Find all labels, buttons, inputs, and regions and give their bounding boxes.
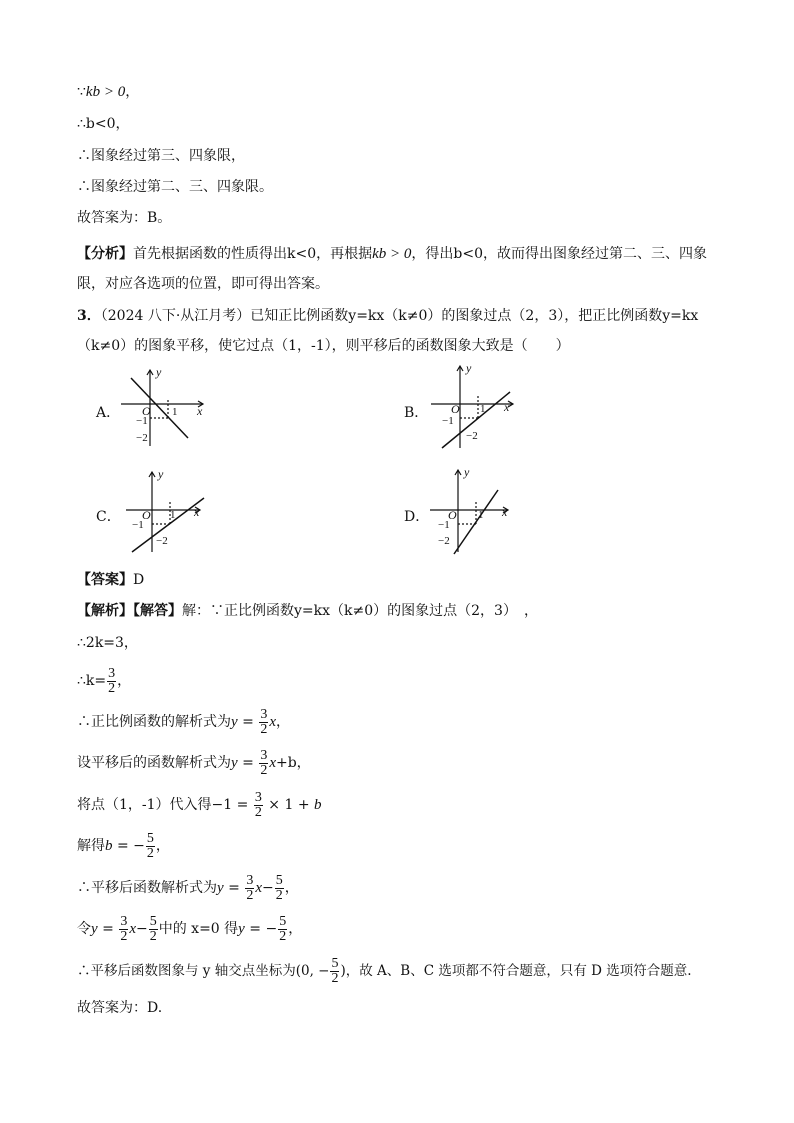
option-d-label: D．: [404, 509, 430, 525]
solution-line-2: ∴2k=3，: [77, 635, 138, 651]
option-c-label: C．: [96, 509, 121, 525]
y-axis-label: y: [158, 467, 164, 481]
solution-line-8: ∴平移后函数解析式为y = $\frac{3}{2}$ x− $\frac{5}{2}$ ，: [77, 872, 299, 903]
fraction: $\frac{3}{2}$: [120, 913, 128, 944]
fraction: $\frac{3}{2}$: [260, 706, 268, 737]
option-d-graph: [424, 466, 528, 558]
option-a-label: A．: [96, 405, 121, 421]
solution-line-11: 故答案为：D.: [77, 1000, 163, 1016]
option-c-graph: [118, 466, 222, 558]
y-axis-label: y: [466, 361, 472, 375]
solution-line-10: ∴平移后函数图象与 y 轴交点坐标为(0, − $\frac{5}{2}$ )，故 A、B、C 选项都不符合题意，只有 D 选项符合题意.: [77, 956, 692, 986]
fraction: $\frac{5}{2}$: [279, 913, 287, 944]
tick-neg2-label: −2: [466, 430, 478, 442]
x-axis-label: x: [197, 404, 203, 418]
fraction: $\frac{3}{2}$: [260, 747, 268, 778]
y-axis-label: y: [464, 465, 470, 479]
fraction: $\frac{5}{2}$: [331, 956, 339, 986]
solution-line-7: 解得b = − $\frac{5}{2}$ ，: [77, 830, 170, 861]
origin-label: O: [451, 402, 460, 416]
x-axis-label: x: [504, 400, 510, 414]
y-axis-label: y: [156, 365, 162, 379]
intro-line-4: ∴图象经过第二、三、四象限。: [77, 179, 273, 195]
x-axis-label: x: [194, 505, 200, 519]
question-3: 3．（2024 八下·从江月考）已知正比例函数y=kx（k≠0）的图象过点（2，3），把正比例函数y=kx（k≠0）的图象平移，使它过点（1，-1），则平移后的函数图象大致是（ ）: [77, 308, 699, 354]
fraction: $\frac{3}{2}$: [254, 789, 262, 820]
tick-neg1-label: −1: [136, 415, 148, 427]
fraction: $\frac{3}{2}$: [108, 665, 116, 696]
answer-line: 【答案】D: [77, 572, 145, 588]
analysis-paragraph: 【分析】首先根据函数的性质得出k<0，再根据kb > 0，得出b<0，故而得出图象经过第二、三、四象限，对应各选项的位置，即可得出答案。: [77, 246, 708, 292]
intro-line-3: ∴图象经过第三、四象限，: [77, 148, 245, 164]
origin-label: O: [448, 508, 457, 522]
option-b-graph: [426, 362, 530, 454]
tick-1-label: 1: [170, 509, 176, 521]
tick-1-label: 1: [480, 403, 486, 415]
origin-label: O: [142, 508, 151, 522]
origin-label: O: [142, 404, 151, 418]
fraction: $\frac{5}{2}$: [149, 913, 157, 944]
fraction: $\frac{3}{2}$: [246, 872, 254, 903]
tick-neg2-label: −2: [136, 432, 148, 444]
intro-line-5: 故答案为：B。: [77, 210, 172, 226]
solution-line-9: 令y = $\frac{3}{2}$ x− $\frac{5}{2}$ 中的 x=0 得y = − $\frac{5}{2}$ ，: [77, 913, 303, 944]
solution-line-5: 设平移后的函数解析式为y = $\frac{3}{2}$ x+b，: [77, 747, 311, 778]
tick-1-label: 1: [172, 406, 178, 418]
intro-line-1: ∵kb > 0，: [77, 84, 140, 100]
intro-line-2: ∴b<0，: [77, 116, 130, 132]
fraction: $\frac{5}{2}$: [146, 830, 154, 861]
tick-neg2-label: −2: [438, 535, 450, 547]
tick-neg1-label: −1: [132, 519, 144, 531]
tick-1-label: 1: [478, 509, 484, 521]
tick-neg1-label: −1: [438, 519, 450, 531]
tick-neg1-label: −1: [442, 415, 454, 427]
x-axis-label: x: [502, 505, 508, 519]
tick-neg2-label: −2: [156, 535, 168, 547]
solution-line-6: 将点（1，-1）代入得−1 = $\frac{3}{2}$ × 1 + b: [77, 789, 322, 820]
fraction: $\frac{5}{2}$: [275, 872, 283, 903]
solution-line-1: 【解析】【解答】解：∵正比例函数y=kx（k≠0）的图象过点（2，3） ，: [77, 603, 538, 619]
option-a-graph: [116, 362, 220, 454]
option-b-label: B．: [404, 405, 429, 421]
solution-line-4: ∴正比例函数的解析式为y = $\frac{3}{2}$ x，: [77, 706, 290, 737]
solution-line-3: ∴k= $\frac{3}{2}$ ，: [77, 665, 132, 696]
